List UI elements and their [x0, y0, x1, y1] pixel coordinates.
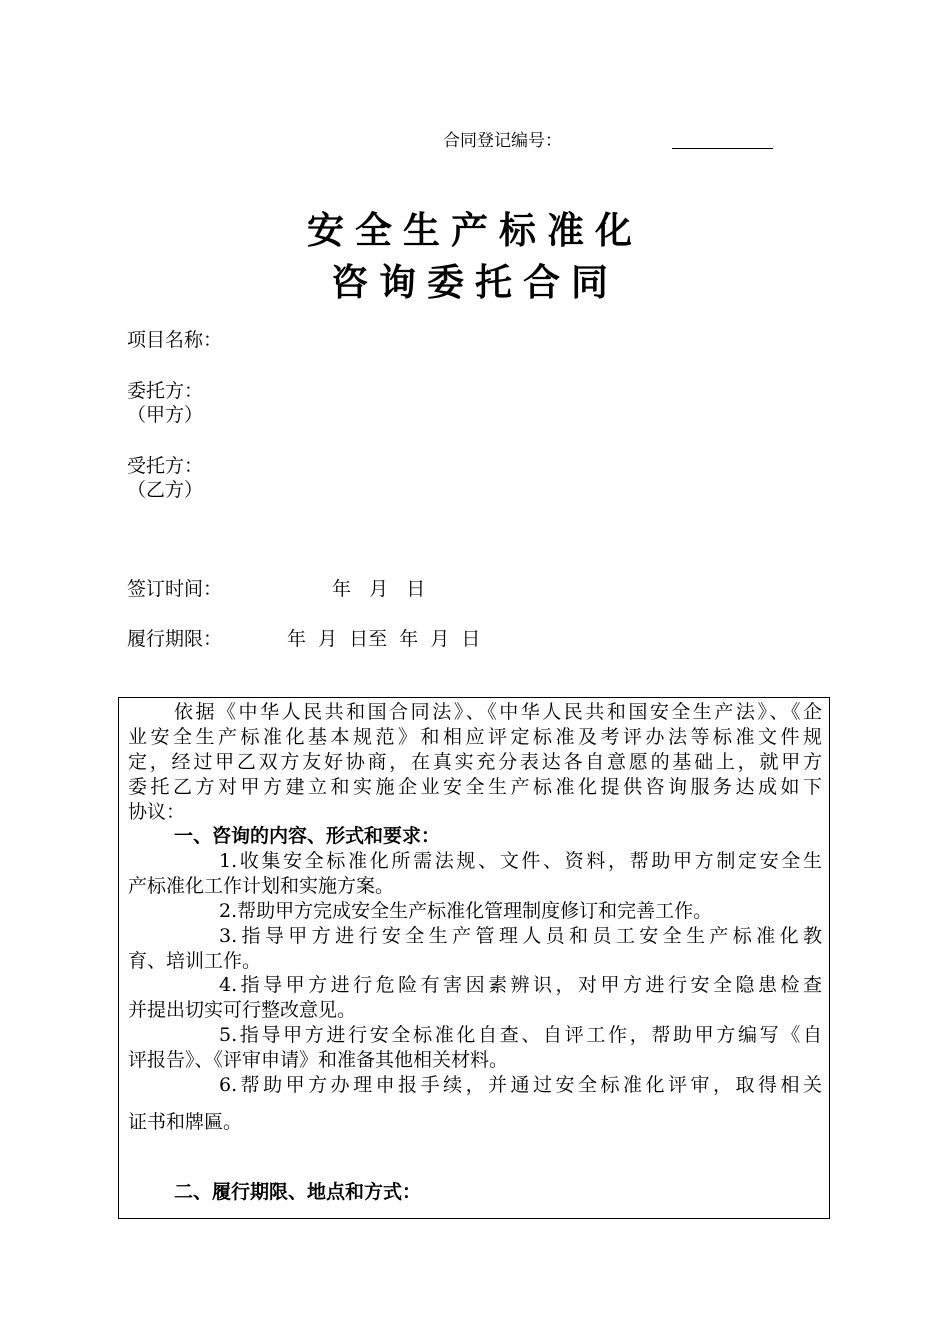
list-item: 6.帮助甲方办理申报手续，并通过安全标准化评审，取得相关 [219, 1074, 822, 1096]
project-name-label: 项目名称： [127, 329, 223, 351]
term-value: 年 月 日至 年 月 日 [287, 628, 481, 650]
client-label: 委托方： [127, 380, 204, 402]
list-item: 并提出切实可行整改意见。 [128, 999, 357, 1021]
contract-title-line2: 咨询委托合同 [331, 260, 619, 304]
section1-heading: 一、咨询的内容、形式和要求： [174, 825, 441, 847]
contract-title-line1: 安全生产标准化 [307, 208, 643, 252]
sign-date-label: 签订时间： [127, 578, 223, 600]
list-item: 评报告》、《评审申请》和准备其他相关材料。 [128, 1049, 509, 1071]
list-item: 1.收集安全标准化所需法规、文件、资料，帮助甲方制定安全生 [219, 850, 822, 872]
list-item: 育、培训工作。 [128, 950, 262, 972]
registration-number-label: 合同登记编号： [443, 131, 562, 151]
intro-line: 定，经过甲乙双方友好协商，在真实充分表达各自意愿的基础上，就甲方 [128, 751, 822, 773]
list-item: 证书和牌匾。 [128, 1111, 243, 1133]
contract-body-box [118, 697, 830, 1219]
intro-line: 业安全生产标准化基本规范》和相应评定标准及考评办法等标准文件规 [128, 726, 822, 748]
list-item: 产标准化工作计划和实施方案。 [128, 875, 395, 897]
intro-line: 协议： [128, 801, 186, 823]
intro-line: 依据《中华人民共和国合同法》、《中华人民共和国安全生产法》、《企 [174, 701, 822, 723]
list-item: 3.指导甲方进行安全生产管理人员和员工安全生产标准化教 [219, 925, 822, 947]
list-item: 4.指导甲方进行危险有害因素辨识，对甲方进行安全隐患检查 [219, 974, 822, 996]
list-item: 5.指导甲方进行安全标准化自查、自评工作，帮助甲方编写《自 [219, 1024, 822, 1046]
sign-date-value: 年 月 日 [332, 578, 426, 600]
list-item: 2.帮助甲方完成安全生产标准化管理制度修订和完善工作。 [219, 900, 713, 922]
contractor-party-label: （乙方） [127, 479, 204, 501]
contractor-label: 受托方： [127, 455, 204, 477]
section2-heading: 二、履行期限、地点和方式： [174, 1181, 422, 1203]
term-label: 履行期限： [127, 628, 223, 650]
registration-number-blank [672, 148, 773, 149]
intro-line: 委托乙方对甲方建立和实施企业安全生产标准化提供咨询服务达成如下 [128, 776, 822, 798]
client-party-label: （甲方） [127, 404, 204, 426]
